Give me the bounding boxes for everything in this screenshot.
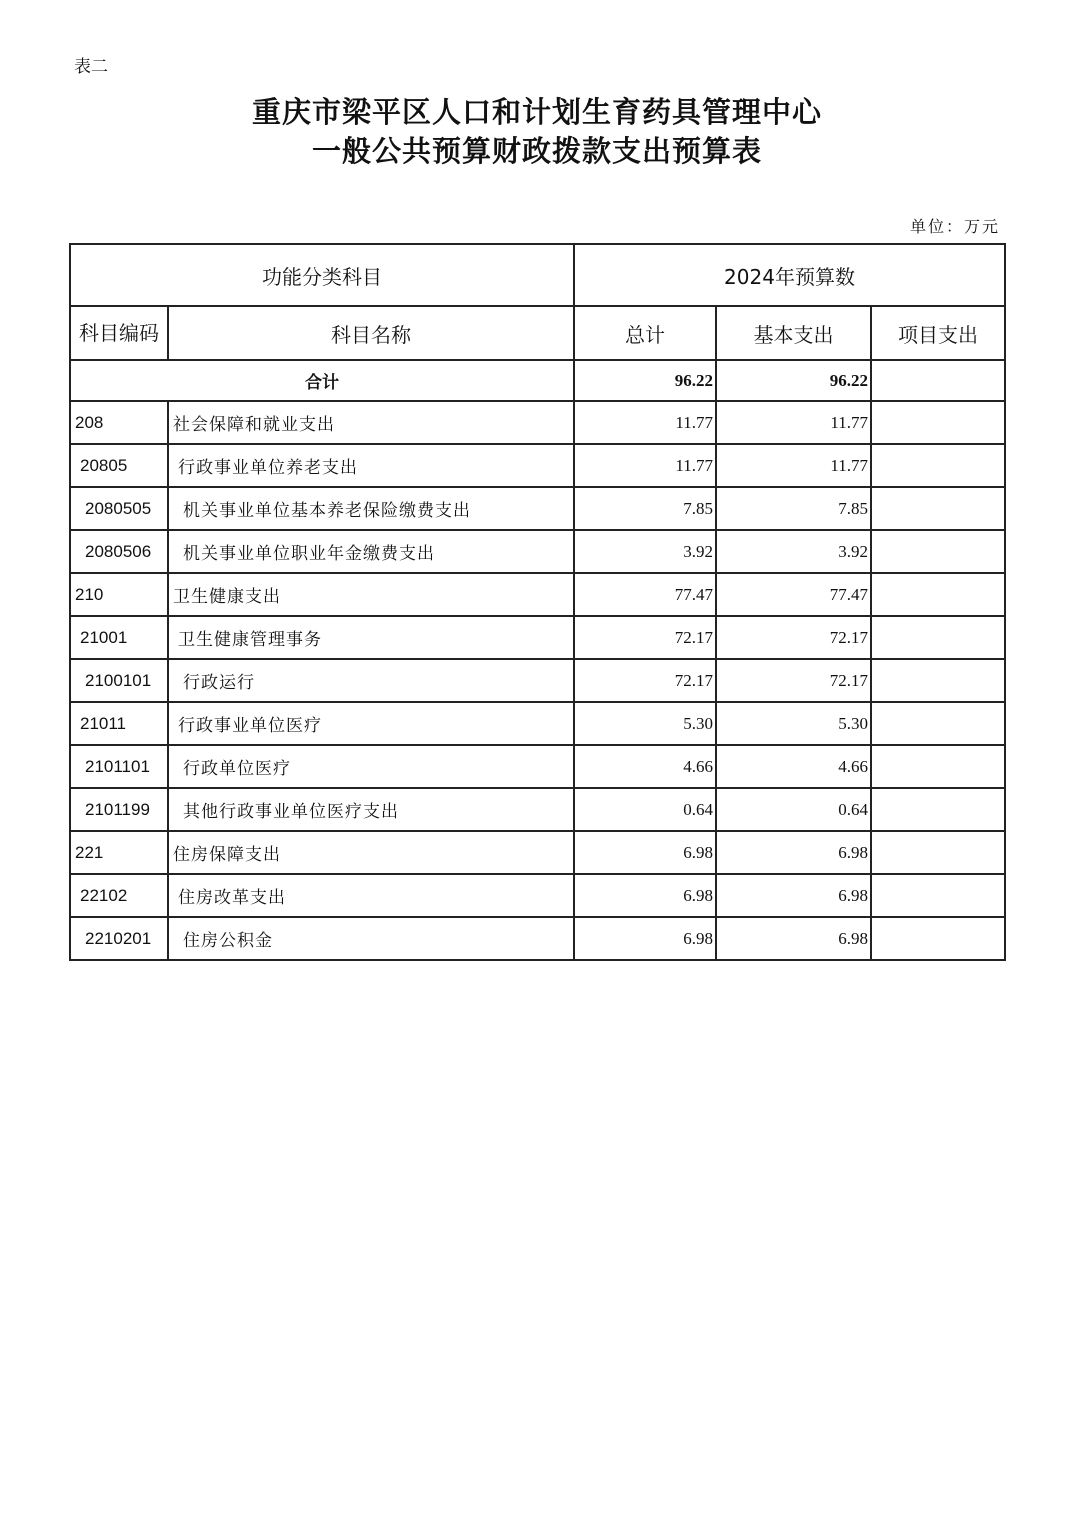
group-header-budget-year: 2024年预算数 — [574, 244, 1005, 306]
row-code: 2101101 — [70, 745, 168, 788]
column-header-code: 科目编码 — [70, 306, 168, 360]
total-label: 合计 — [70, 360, 574, 401]
row-code: 2210201 — [70, 917, 168, 960]
table-row — [70, 788, 1005, 831]
page-title: 重庆市梁平区人口和计划生育药具管理中心 — [251, 95, 822, 129]
row-total: 6.98 — [574, 874, 716, 917]
group-header-functional-category: 功能分类科目 — [70, 244, 574, 306]
page-subtitle: 一般公共预算财政拨款支出预算表 — [311, 134, 762, 168]
row-code: 20805 — [70, 444, 168, 487]
row-project — [871, 831, 1005, 874]
row-name: 住房改革支出 — [168, 874, 574, 917]
row-name: 机关事业单位基本养老保险缴费支出 — [168, 487, 574, 530]
column-header-name: 科目名称 — [168, 306, 574, 360]
table-row — [70, 401, 1005, 444]
row-project — [871, 573, 1005, 616]
row-code: 21011 — [70, 702, 168, 745]
row-total: 0.64 — [574, 788, 716, 831]
row-basic: 11.77 — [716, 401, 871, 444]
row-code: 221 — [70, 831, 168, 874]
row-name: 社会保障和就业支出 — [168, 401, 574, 444]
row-total: 5.30 — [574, 702, 716, 745]
row-total: 11.77 — [574, 401, 716, 444]
row-total: 72.17 — [574, 616, 716, 659]
table-row — [70, 616, 1005, 659]
total-sum: 96.22 — [574, 360, 716, 401]
table-row — [70, 487, 1005, 530]
row-project — [871, 788, 1005, 831]
row-code: 21001 — [70, 616, 168, 659]
row-project — [871, 444, 1005, 487]
total-basic: 96.22 — [716, 360, 871, 401]
row-basic: 6.98 — [716, 874, 871, 917]
row-project — [871, 874, 1005, 917]
table-row — [70, 917, 1005, 960]
row-total: 72.17 — [574, 659, 716, 702]
row-name: 机关事业单位职业年金缴费支出 — [168, 530, 574, 573]
row-basic: 11.77 — [716, 444, 871, 487]
table-row — [70, 444, 1005, 487]
row-basic: 4.66 — [716, 745, 871, 788]
row-code: 2080506 — [70, 530, 168, 573]
row-project — [871, 530, 1005, 573]
row-code: 2101199 — [70, 788, 168, 831]
row-basic: 72.17 — [716, 616, 871, 659]
row-name: 行政事业单位养老支出 — [168, 444, 574, 487]
table-row — [70, 530, 1005, 573]
row-total: 4.66 — [574, 745, 716, 788]
row-code: 2080505 — [70, 487, 168, 530]
total-project — [871, 360, 1005, 401]
row-project — [871, 487, 1005, 530]
budget-table — [69, 243, 1006, 961]
row-project — [871, 659, 1005, 702]
row-name: 卫生健康管理事务 — [168, 616, 574, 659]
column-header-basic: 基本支出 — [716, 306, 871, 360]
row-code: 2100101 — [70, 659, 168, 702]
row-project — [871, 702, 1005, 745]
row-project — [871, 401, 1005, 444]
row-project — [871, 745, 1005, 788]
total-row — [70, 360, 1005, 401]
table-row — [70, 659, 1005, 702]
row-code: 22102 — [70, 874, 168, 917]
row-basic: 77.47 — [716, 573, 871, 616]
table-row — [70, 874, 1005, 917]
row-total: 6.98 — [574, 831, 716, 874]
row-total: 6.98 — [574, 917, 716, 960]
table-row — [70, 573, 1005, 616]
row-total: 11.77 — [574, 444, 716, 487]
column-header-project: 项目支出 — [871, 306, 1005, 360]
row-basic: 0.64 — [716, 788, 871, 831]
row-name: 住房公积金 — [168, 917, 574, 960]
table-row — [70, 745, 1005, 788]
table-row — [70, 702, 1005, 745]
row-name: 行政运行 — [168, 659, 574, 702]
row-total: 77.47 — [574, 573, 716, 616]
row-total: 7.85 — [574, 487, 716, 530]
row-name: 行政事业单位医疗 — [168, 702, 574, 745]
row-basic: 6.98 — [716, 831, 871, 874]
row-name: 其他行政事业单位医疗支出 — [168, 788, 574, 831]
table-row — [70, 831, 1005, 874]
row-total: 3.92 — [574, 530, 716, 573]
column-header-total: 总计 — [574, 306, 716, 360]
row-name: 卫生健康支出 — [168, 573, 574, 616]
unit-label: 单位：万元 — [909, 217, 1000, 236]
row-project — [871, 616, 1005, 659]
row-code: 210 — [70, 573, 168, 616]
table-column-header-row — [70, 306, 1005, 360]
row-project — [871, 917, 1005, 960]
row-name: 行政单位医疗 — [168, 745, 574, 788]
row-basic: 5.30 — [716, 702, 871, 745]
row-basic: 3.92 — [716, 530, 871, 573]
table-label: 表二 — [74, 57, 108, 77]
table-group-header-row — [70, 244, 1005, 306]
row-code: 208 — [70, 401, 168, 444]
row-name: 住房保障支出 — [168, 831, 574, 874]
row-basic: 7.85 — [716, 487, 871, 530]
row-basic: 72.17 — [716, 659, 871, 702]
row-basic: 6.98 — [716, 917, 871, 960]
